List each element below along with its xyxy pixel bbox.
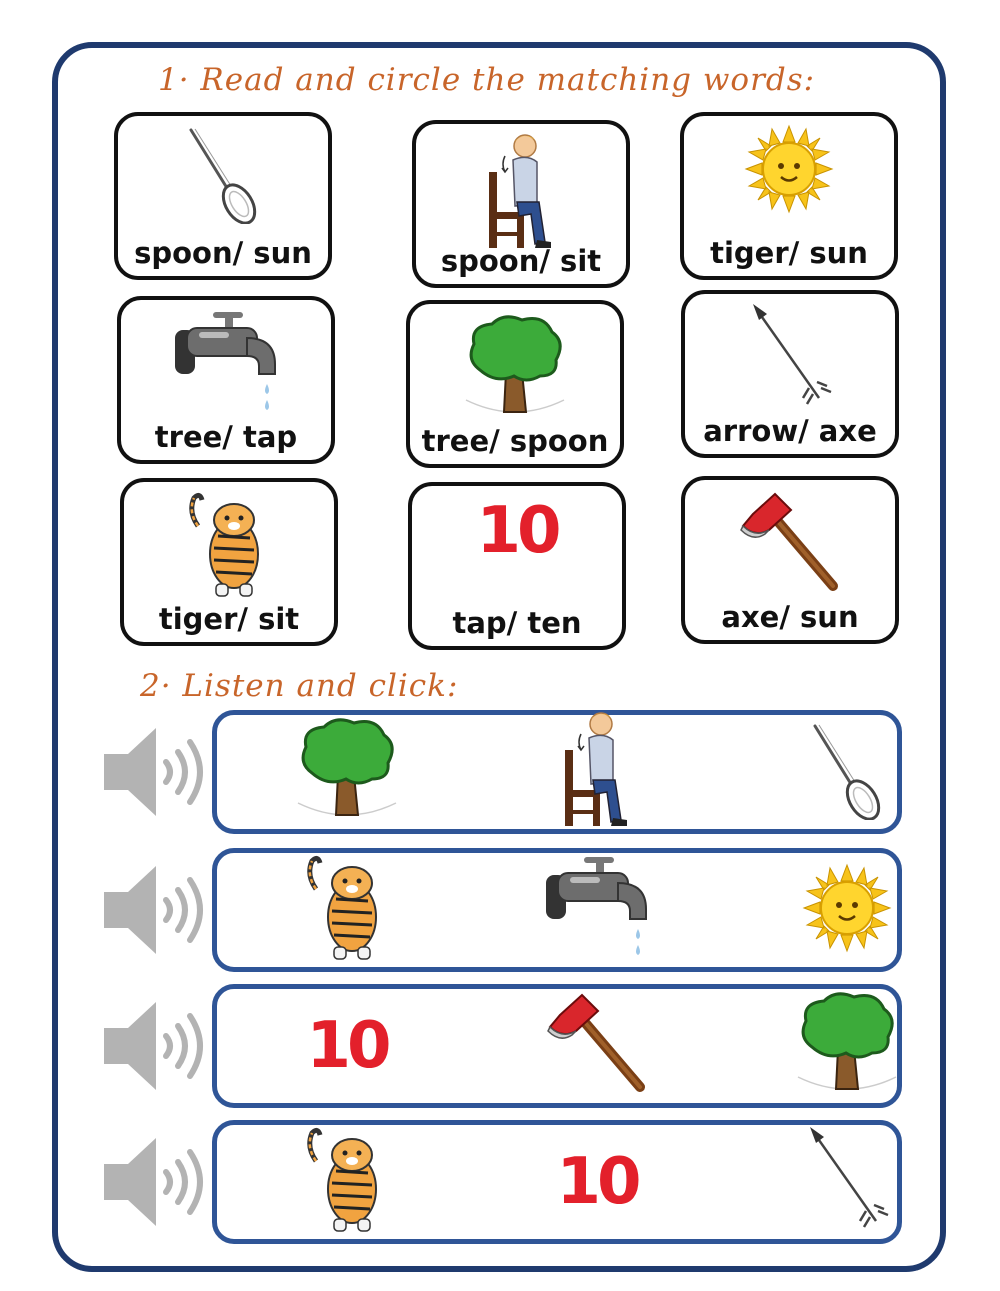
answer-option[interactable] bbox=[277, 853, 417, 967]
tiger-icon bbox=[302, 853, 392, 968]
word-card[interactable] bbox=[117, 296, 335, 464]
ten-icon bbox=[306, 1009, 387, 1083]
card-picture bbox=[460, 312, 570, 427]
sun-icon bbox=[744, 201, 834, 218]
ten-icon bbox=[476, 494, 558, 568]
listen-row bbox=[212, 1120, 902, 1244]
card-word-choices[interactable]: tree/ tap bbox=[154, 420, 298, 454]
card-word-choices[interactable]: tiger/ sit bbox=[158, 602, 300, 636]
speaker-icon[interactable] bbox=[100, 862, 210, 958]
answer-option[interactable] bbox=[527, 989, 667, 1103]
answer-option[interactable] bbox=[527, 853, 667, 967]
answer-option[interactable] bbox=[277, 989, 417, 1103]
listen-row bbox=[212, 848, 902, 972]
word-card[interactable] bbox=[114, 112, 332, 280]
card-word-choices[interactable]: tap/ ten bbox=[452, 606, 582, 640]
speaker-icon[interactable] bbox=[100, 1134, 210, 1230]
answer-option[interactable] bbox=[277, 715, 417, 829]
listen-row bbox=[212, 984, 902, 1108]
card-picture bbox=[735, 488, 845, 603]
answer-option[interactable] bbox=[527, 715, 667, 829]
card-picture bbox=[745, 302, 835, 417]
card-word-choices[interactable]: arrow/ axe bbox=[703, 414, 877, 448]
word-card[interactable] bbox=[681, 476, 899, 644]
card-picture bbox=[481, 132, 561, 257]
tiger-icon bbox=[302, 1125, 392, 1240]
word-card[interactable] bbox=[412, 120, 630, 288]
answer-option[interactable] bbox=[277, 1125, 417, 1239]
card-picture bbox=[744, 124, 834, 219]
card-word-choices[interactable]: spoon/ sit bbox=[440, 244, 602, 278]
speaker-icon[interactable] bbox=[100, 724, 210, 820]
card-picture bbox=[476, 494, 557, 568]
word-card[interactable] bbox=[680, 112, 898, 280]
card-word-choices[interactable]: tree/ spoon bbox=[421, 424, 609, 458]
ten-number-text: 10 bbox=[476, 494, 558, 568]
card-word-choices[interactable]: axe/ sun bbox=[721, 600, 859, 634]
listen-row bbox=[212, 710, 902, 834]
axe-icon bbox=[542, 989, 652, 1104]
card-picture bbox=[171, 308, 281, 423]
section2-heading: 2· Listen and click: bbox=[140, 668, 459, 704]
answer-option[interactable] bbox=[777, 853, 917, 967]
answer-option[interactable] bbox=[777, 1125, 917, 1239]
speaker-icon[interactable] bbox=[100, 998, 210, 1094]
ten-icon bbox=[556, 1145, 637, 1219]
tap-icon bbox=[542, 853, 652, 968]
word-card[interactable] bbox=[120, 478, 338, 646]
answer-option[interactable] bbox=[527, 1125, 667, 1239]
word-card[interactable] bbox=[406, 300, 624, 468]
word-card[interactable] bbox=[408, 482, 626, 650]
card-word-choices[interactable]: tiger/ sun bbox=[710, 236, 868, 270]
sun-icon bbox=[802, 863, 892, 958]
tree-icon bbox=[792, 989, 902, 1104]
arrow-icon bbox=[802, 1125, 892, 1240]
card-word-choices[interactable]: spoon/ sun bbox=[134, 236, 312, 270]
word-card[interactable] bbox=[681, 290, 899, 458]
card-picture bbox=[184, 490, 274, 605]
spoon-icon bbox=[183, 211, 263, 228]
spoon-icon bbox=[807, 720, 887, 825]
ten-number-text: 10 bbox=[556, 1145, 638, 1219]
ten-number-text: 10 bbox=[306, 1009, 388, 1083]
tree-icon bbox=[292, 715, 402, 830]
answer-option[interactable] bbox=[777, 715, 917, 829]
card-picture bbox=[183, 124, 263, 229]
answer-option[interactable] bbox=[777, 989, 917, 1103]
section1-heading: 1· Read and circle the matching words: bbox=[158, 62, 816, 98]
sit-icon bbox=[557, 710, 637, 835]
